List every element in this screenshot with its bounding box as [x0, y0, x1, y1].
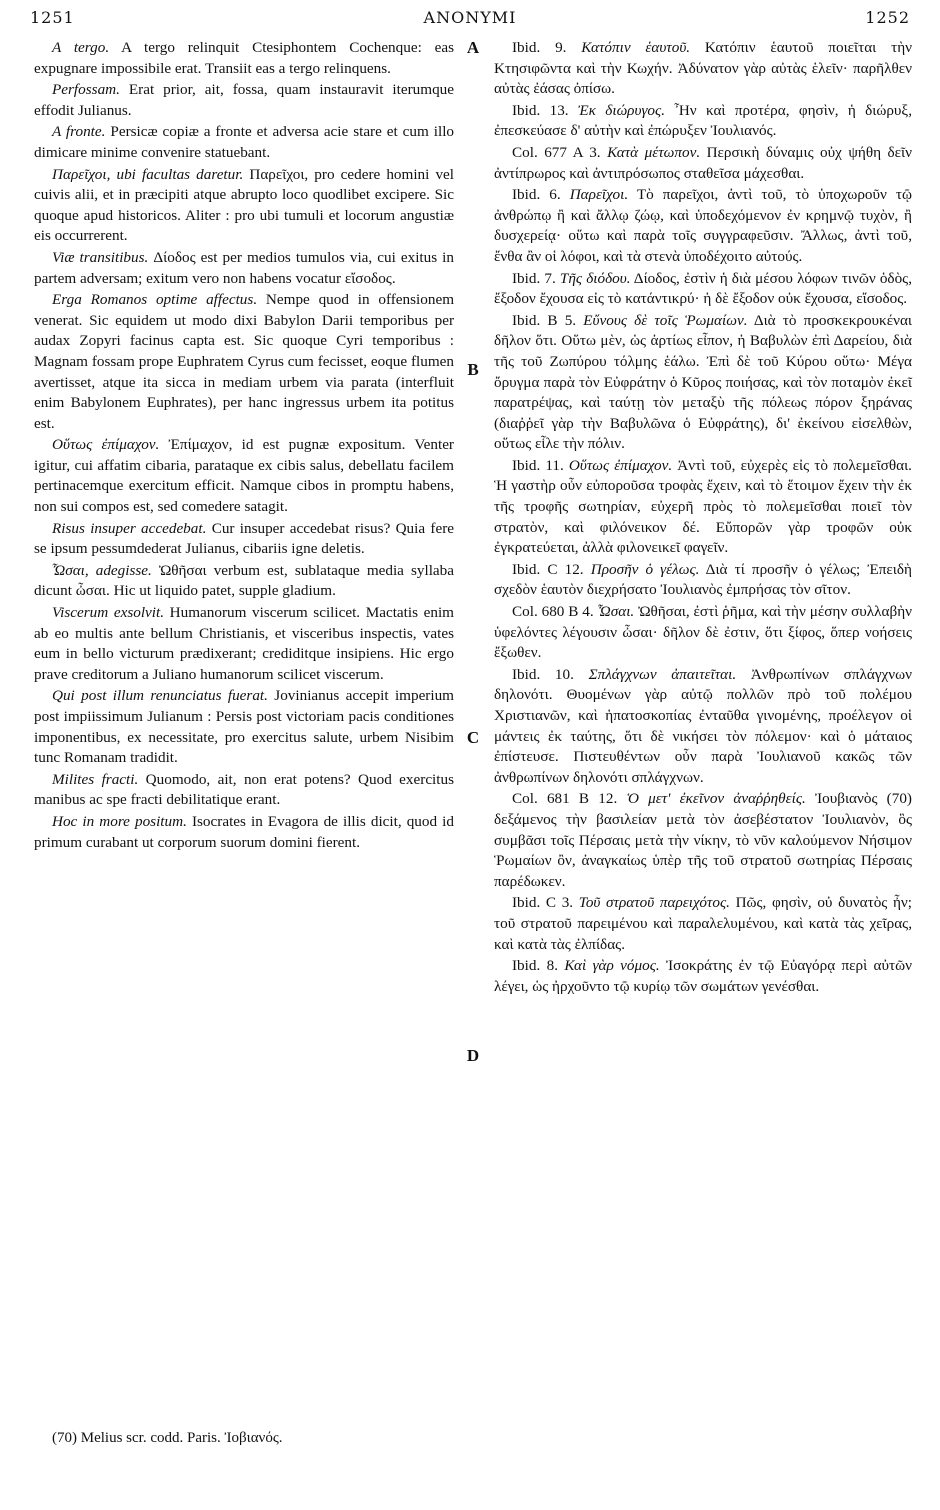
entry-text: Erat prior, ait, fossa, quam instauravit iterumque effodit Julianus.	[34, 81, 454, 119]
entry-text: Nempe quod in offensionem venerat. Sic equidem ut modo dixi Babylon Darii temporibus per audax Zopyri facinus capta est. Sic quoque Cyri temporibus : Magnam fossam prope Euphratem Cyrus cum fecisset, eoque flumen avertisset, atque ita sicca in mediam urbem via parata (interfluit enim Babylonem Euphrates), per hanc ingressus urbem ita potitus est.	[34, 291, 455, 432]
latin-entry	[34, 80, 454, 121]
entry-lemma: Οὕτως ἐπίμαχον.	[52, 436, 160, 454]
entry-lemma: Ἐκ διώρυγος.	[568, 101, 665, 119]
entry-text: Jovinianus accepit imperium post impiissimum Julianum : Persis post victoriam pacis conditiones imponentibus, ex necessitate, pro exercitus salute, urbem Nisibim tunc Romanam tradidit.	[34, 687, 454, 767]
entry-text: Πῶς, φησὶν, οὐ δυνατὸς ἦν; τοῦ στρατοῦ παρειμένου καὶ παραλελυμένου, καὶ κατὰ τὰς χεῖρας, καὶ κατὰ τὰς ἐλπίδας.	[494, 894, 912, 953]
latin-entry	[34, 290, 454, 434]
margin-letter-d: D	[466, 1046, 480, 1065]
greek-entry	[494, 269, 912, 310]
entry-reference: Ibid. C 12.	[512, 560, 584, 578]
entry-lemma: Καὶ γὰρ νόμος.	[558, 957, 660, 975]
page-number-right: 1252	[865, 8, 910, 27]
entry-reference: Ibid. 8.	[512, 957, 558, 975]
entry-text: Ἰσοκράτης ἐν τῷ Εὐαγόρᾳ περὶ αὐτῶν λέγει, ὡς ἠρχοῦντο τῷ κυρίῳ τῶν σωμάτων γενέσθαι.	[494, 957, 912, 995]
greek-entry	[494, 185, 912, 267]
greek-entry	[494, 893, 912, 955]
latin-entry	[34, 770, 454, 811]
entry-reference: Ibid. 6.	[512, 186, 561, 204]
entry-text: Quomodo, ait, non erat potens? Quod exercitus manibus ac spe fracti debilitatique erant.	[34, 770, 454, 809]
entry-reference: Ibid. B 5.	[512, 311, 577, 329]
entry-text: Persicæ copiæ a fronte et adversa acie stare et cum illo dimicare minime convenire statuebant.	[34, 123, 455, 161]
entry-lemma: Κατόπιν ἑαυτοῦ.	[566, 39, 691, 56]
greek-entry	[494, 665, 912, 789]
entry-lemma: Τῆς διόδου.	[555, 269, 631, 287]
entry-text: Ὠθῆσαι, ἐστὶ ῥῆμα, καὶ τὴν μέσην συλλαβὴν ὑφελόντες λέγουσιν ὦσαι· δῆλον δὲ ἐστιν, ὅτι ξίφος, ὅπερ νοήσεις ἔξωθεν.	[494, 603, 913, 662]
entry-text: Κατόπιν ἑαυτοῦ ποιεῖται τὴν Κτησιφῶντα καὶ τὴν Κωχήν. Ἀδύνατον γὰρ αὐτὰς ἑλεῖν· παρῆλθεν αὐτὰς ἐάσας ὀπίσω.	[494, 39, 912, 98]
entry-lemma: Viæ transitibus.	[52, 248, 149, 266]
entry-lemma: Σπλάγχνων ἀπαιτεῖται.	[573, 665, 737, 683]
page-header	[30, 8, 910, 34]
entry-reference: Ibid. 11.	[512, 456, 564, 474]
entry-text: Περσικὴ δύναμις οὐχ ψήθη δεῖν ἀντίπρωρος καὶ ἀντιπρόσωπος σταθεῖσα μάχεσθαι.	[494, 143, 912, 182]
latin-column	[34, 38, 454, 853]
latin-entry	[34, 122, 454, 163]
margin-letter-a: A	[466, 38, 480, 57]
greek-entry	[494, 956, 912, 997]
greek-entry	[494, 311, 912, 455]
entry-text: Διὰ τὸ προσκεκρουκέναι δῆλον ὅτι. Οὕτω μὲν, ὡς ἀρτίως εἶπον, ἡ Βαβυλὼν ἐπὶ Δαρείου, διὰ τῆς τοῦ Ζωπύρου τόλμης ἑάλω. Ἐπὶ δὲ τοῦ Κύρου οὕτω· Μέγα ὄρυγμα παρὰ τὸν Εὐφράτην ὁ Κῦρος ποιήσας, καὶ τὸν ποταμὸν ἐκεῖ παρατρέψας, καὶ ταύτῃ τὸν μεταξὺ τῆς πόλεως πόρον ξηράνας (διαῤῥεῖ γὰρ τὴν Βαβυλῶνα ὁ Εὐφράτης), δι' ἐκείνου εἰσελθὼν, οὕτως εἷλε τὴν πόλιν.	[494, 311, 912, 453]
entry-text: Τὸ παρεῖχοι, ἀντὶ τοῦ, τὸ ὑποχωροῦν τῷ ἀνθρώπῳ ἢ καὶ ἄλλῳ ζώῳ, καὶ ὑποδεχόμενον ἐν κρημνῷ τυχὸν, ἢ δυσχερείᾳ· οὕτω καὶ παρὰ τοῖς συγγραφεῦσιν. Ἄλλως, ἀντὶ τοῦ, ἔνθα ἂν οἱ λόφοι, καὶ τὰ στενὰ ὑποδέχοιτο αὐτούς.	[494, 186, 912, 265]
entry-reference: Ibid. 7.	[512, 269, 556, 287]
entry-reference: Ibid. 9.	[512, 39, 567, 56]
greek-entry	[494, 456, 912, 559]
entry-lemma: Risus insuper accedebat.	[52, 519, 207, 537]
page-number-left: 1251	[30, 8, 75, 27]
entry-text: A tergo relinquit Ctesiphontem Cochenque: eas expugnare impossibile erat. Transiit eas a tergo relinquens.	[34, 39, 455, 77]
entry-lemma: Τοῦ στρατοῦ παρειχότος.	[573, 894, 730, 912]
entry-text: Δίοδος, ἐστὶν ἡ διὰ μέσου λόφων τινῶν ὁδὸς, ἔξοδον ἔχουσα εἰς τὸ κατάντικρύ· ἡ δὲ ἔξοδον οὐκ ἔχουσα, εἴσοδος.	[494, 269, 912, 308]
entry-lemma: Κατὰ μέτωπον.	[600, 143, 701, 161]
greek-entry	[494, 38, 912, 100]
entry-text: Ὠθῆσαι verbum est, sublataque media syllaba dicunt ὦσαι. Hic ut liquido patet, supple gladium.	[34, 561, 454, 600]
greek-entry	[494, 560, 912, 601]
entry-lemma: Viscerum exsolvit.	[52, 604, 165, 622]
entry-lemma: A tergo.	[52, 39, 110, 56]
entry-text: Ἰουβιανὸς (70) δεξάμενος τὴν βασιλείαν μετὰ τὸν ἀσεβέστατον Ἰουλιανὸν, ὃς συμβᾶσι τοῖς Πέρσαις μετὰ τὴν νίκην, τὸ νῦν καλούμενον Νήσιμον Ῥωμαίων ὂν, ἀναγκαίως ὑπὲρ τῆς τοῦ στρατοῦ σωτηρίας Πέρσαις παρέδωκεν.	[494, 790, 912, 890]
entry-lemma: Προσῆν ὁ γέλως.	[583, 560, 700, 578]
entry-reference: Col. 681 B 12.	[512, 790, 618, 808]
latin-entry	[34, 812, 454, 853]
entry-text: Ἦν καὶ προτέρα, φησὶν, ἡ διώρυξ, ἐπεσκεύασε δ' αὐτὴν καὶ ἐπώρυξεν Ἰουλιανός.	[494, 101, 913, 140]
entry-lemma: Παρεῖχοι.	[560, 186, 629, 204]
latin-entry	[34, 686, 454, 768]
entry-lemma: Οὕτως ἐπίμαχον.	[563, 456, 673, 474]
entry-text: Παρεῖχοι, pro cedere homini vel cuivis alii, et in præcipiti atque abrupto loco quodlibet excipere. Sic quoque apud historicos. Aliter : pro ubi tumuli et locorum angustiæ eis occurrerent.	[34, 165, 455, 245]
latin-entry	[34, 435, 454, 517]
greek-entry	[494, 789, 912, 892]
margin-letter-c: C	[466, 728, 480, 747]
entry-text: Ἀντὶ τοῦ, εὐχερὲς εἰς τὸ πολεμεῖσθαι. Ἡ γαστὴρ οὖν εὐποροῦσα τροφὰς ἔχειν, καὶ τὸ ἕτοιμον ἔχειν τὴν ἐκ τῆς τροφῆς σωτηρίαν, εὐχερῆ πρὸς τὸ πολεμεῖσθαι ποιεῖ τὸν στρατὸν, καὶ φιλόνεικον δέ. Εὔπορῶν γὰρ τροφῶν οὐκ ἐγκρατεύεται, ἀλλὰ φιλονεικεῖ φαγεῖν.	[494, 456, 912, 557]
greek-entry	[494, 101, 912, 142]
entry-lemma: Ὦσαι, adegisse.	[52, 561, 152, 579]
footnote: (70) Melius scr. codd. Paris. Ἰοβιανός.	[52, 1430, 283, 1446]
greek-entry	[494, 143, 912, 184]
entry-reference: Col. 680 B 4.	[512, 603, 594, 621]
entry-text: Δίοδος est per medios tumulos via, cui exitus in partem adversam; exitum vero non habens vocatur εἴσοδος.	[34, 248, 454, 287]
entry-lemma: Εὔνους δὲ τοῖς Ῥωμαίων.	[576, 311, 748, 329]
greek-entry	[494, 602, 912, 664]
entry-reference: Ibid. 13.	[512, 101, 569, 119]
latin-entry	[34, 561, 454, 602]
entry-lemma: Hoc in more positum.	[52, 812, 187, 830]
entry-lemma: Milites fracti.	[52, 770, 139, 788]
entry-reference: Ibid. 10.	[512, 665, 574, 683]
latin-entry	[34, 165, 454, 247]
entry-reference: Col. 677 A 3.	[512, 143, 601, 161]
entry-text: Ἐπίμαχον, id est pugnæ expositum. Venter igitur, cui affatim cibaria, parataque ex cibis salus, debellatu facilem pertinacemque exercitum efficit. Namque cibos in promptu habens, non sui compos est, sed comedere satagit.	[34, 436, 454, 516]
running-title: ANONYMI	[423, 8, 517, 27]
latin-entry	[34, 519, 454, 560]
entry-text: Ἀνθρωπίνων σπλάγχνων δηλονότι. Θυομένων γὰρ αὐτῷ πολλῶν πρὸ τοῦ πολέμου Χριστιανῶν, καὶ ἡπατοσκοπίας ἐνταῦθα γινομένης, προέλεγον οἱ μάντεις ἐκ ταύτης, ὅτι δὲ νικήσει τὸν πόλεμον· καὶ ὁ μάταιος ἐπίστευσε. Πιστευθέντων οὖν παρὰ Ἰουλιανοῦ κακῶς τῶν ἀνθρωπίνων δηλονότι σπλάγχνων.	[494, 665, 913, 786]
entry-text: Isocrates in Evagora de illis dicit, quod id primum curabant ut corporum suorum domini fierent.	[34, 812, 454, 851]
margin-letter-b: B	[467, 360, 479, 379]
entry-text: Humanorum viscerum scilicet. Mactatis enim ab eo multis ante bellum Christianis, et visceribus inspectis, vates eum in bello victurum prædixerant; crediditque insipiens. Hic ergo prave creditorum a Juliano humanorum scilicet viscerum.	[34, 604, 454, 683]
entry-reference: Ibid. C 3.	[512, 894, 574, 912]
entry-lemma: Ὁ μετ' ἐκεῖνον ἀναῤῥηθείς.	[617, 790, 806, 808]
latin-entry	[34, 248, 454, 289]
entry-lemma: Perfossam.	[52, 81, 120, 99]
latin-entry	[34, 603, 454, 685]
entry-lemma: Erga Romanos optime affectus.	[52, 291, 258, 309]
latin-entry	[34, 38, 454, 79]
entry-lemma: Qui post illum renunciatus fuerat.	[52, 687, 268, 705]
entry-lemma: Ὦσαι.	[593, 603, 635, 621]
greek-column	[494, 38, 912, 997]
entry-lemma: A fronte.	[52, 123, 106, 141]
entry-text: Cur insuper accedebat risus? Quia fere se ipsum pessumdederat Julianus, cibariis igne deletis.	[34, 519, 454, 558]
entry-text: Διὰ τί προσῆν ὁ γέλως; Ἐπειδὴ σχεδὸν ἑαυτὸν διεχρήσατο Ἰουλιανὸς ἐμπρήσας τὸν σῖτον.	[494, 560, 912, 599]
entry-lemma: Παρεῖχοι, ubi facultas daretur.	[52, 165, 244, 183]
